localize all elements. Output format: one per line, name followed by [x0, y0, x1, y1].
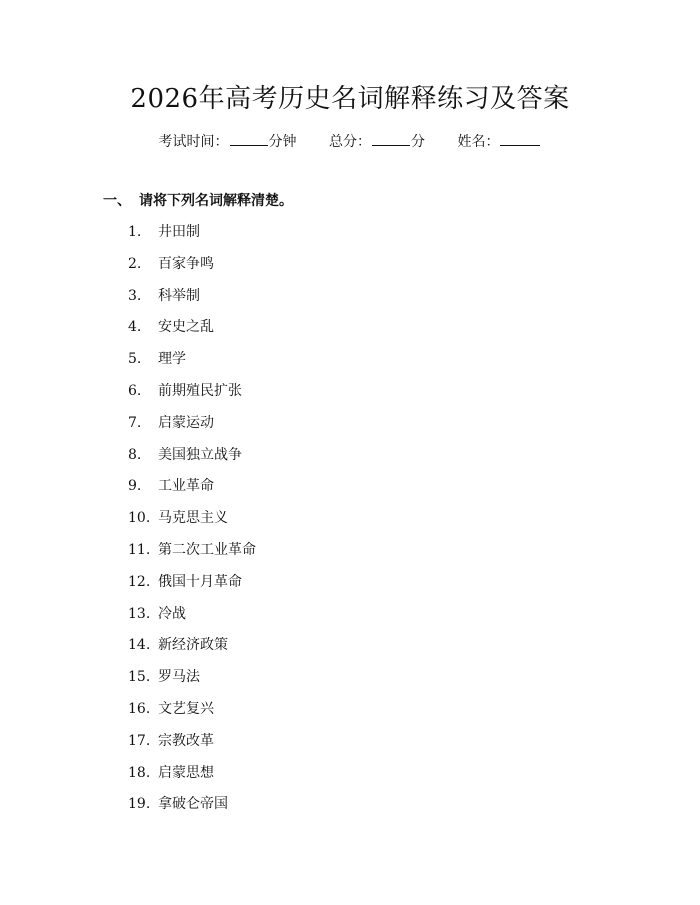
item-term: 工业革命: [158, 478, 214, 495]
item-number: 9.: [128, 478, 142, 495]
item-term: 科举制: [158, 287, 200, 304]
item-number: 6.: [128, 382, 142, 399]
list-item: [128, 381, 256, 413]
item-number: 14.: [128, 637, 151, 654]
item-term: 马克思主义: [158, 510, 228, 527]
exam-time-field: [159, 131, 297, 152]
section-number: 一、: [103, 193, 131, 209]
item-number: 1.: [128, 224, 142, 240]
list-item: [128, 667, 256, 699]
item-number: 18.: [128, 764, 151, 781]
list-item: [128, 699, 256, 731]
item-term: 拿破仑帝国: [158, 796, 228, 813]
item-number: 12.: [128, 573, 151, 590]
list-item: [128, 445, 256, 477]
item-number: 19.: [128, 796, 151, 813]
exam-time-blank: [230, 131, 268, 146]
exam-time-label: 考试时间：: [158, 134, 229, 150]
list-item: [128, 349, 256, 381]
item-term: 百家争鸣: [158, 255, 214, 272]
term-list: [128, 222, 256, 826]
list-item: [128, 413, 256, 445]
item-number: 11.: [128, 541, 151, 558]
total-score-blank: [372, 131, 410, 146]
list-item: [128, 508, 256, 540]
name-label: 姓名：: [457, 134, 500, 150]
item-term: 前期殖民扩张: [158, 382, 242, 399]
exam-time-unit: 分钟: [268, 134, 297, 150]
item-number: 7.: [128, 414, 142, 431]
item-term: 罗马法: [158, 669, 200, 686]
item-term: 宗教改革: [158, 732, 214, 749]
item-number: 10.: [128, 510, 151, 527]
item-number: 15.: [128, 669, 151, 686]
list-item: [128, 794, 256, 826]
item-term: 第二次工业革命: [158, 541, 256, 558]
list-item: [128, 731, 256, 763]
document-title: 2026年高考历史名词解释练习及答案: [130, 84, 570, 114]
list-item: [128, 254, 256, 286]
name-field: [457, 131, 541, 152]
item-number: 5.: [128, 351, 142, 368]
total-score-label: 总分：: [329, 134, 371, 150]
total-score-field: [329, 131, 425, 152]
section-heading: [103, 191, 293, 211]
item-number: 2.: [128, 255, 142, 272]
item-term: 文艺复兴: [158, 700, 214, 717]
list-item: [128, 317, 256, 349]
list-item: [128, 222, 256, 254]
list-item: [128, 763, 256, 795]
item-term: 新经济政策: [158, 637, 228, 654]
item-number: 16.: [128, 700, 151, 717]
name-blank: [500, 131, 540, 146]
item-term: 安史之乱: [158, 319, 214, 336]
list-item: [128, 476, 256, 508]
list-item: [128, 572, 256, 604]
item-term: 理学: [158, 351, 186, 368]
list-item: [128, 286, 256, 318]
item-term: 美国独立战争: [158, 446, 242, 463]
item-term: 启蒙运动: [158, 414, 214, 431]
list-item: [128, 604, 256, 636]
item-number: 13.: [128, 605, 151, 622]
item-number: 3.: [128, 287, 142, 304]
item-term: 冷战: [158, 605, 186, 622]
item-term: 井田制: [158, 224, 200, 240]
item-number: 4.: [128, 319, 142, 336]
item-term: 俄国十月革命: [158, 573, 242, 590]
list-item: [128, 540, 256, 572]
total-score-unit: 分: [411, 134, 425, 150]
item-number: 17.: [128, 732, 151, 749]
list-item: [128, 635, 256, 667]
exam-meta-line: [0, 131, 700, 152]
item-number: 8.: [128, 446, 142, 463]
item-term: 启蒙思想: [158, 764, 214, 781]
section-instruction: 请将下列名词解释清楚。: [139, 193, 293, 209]
